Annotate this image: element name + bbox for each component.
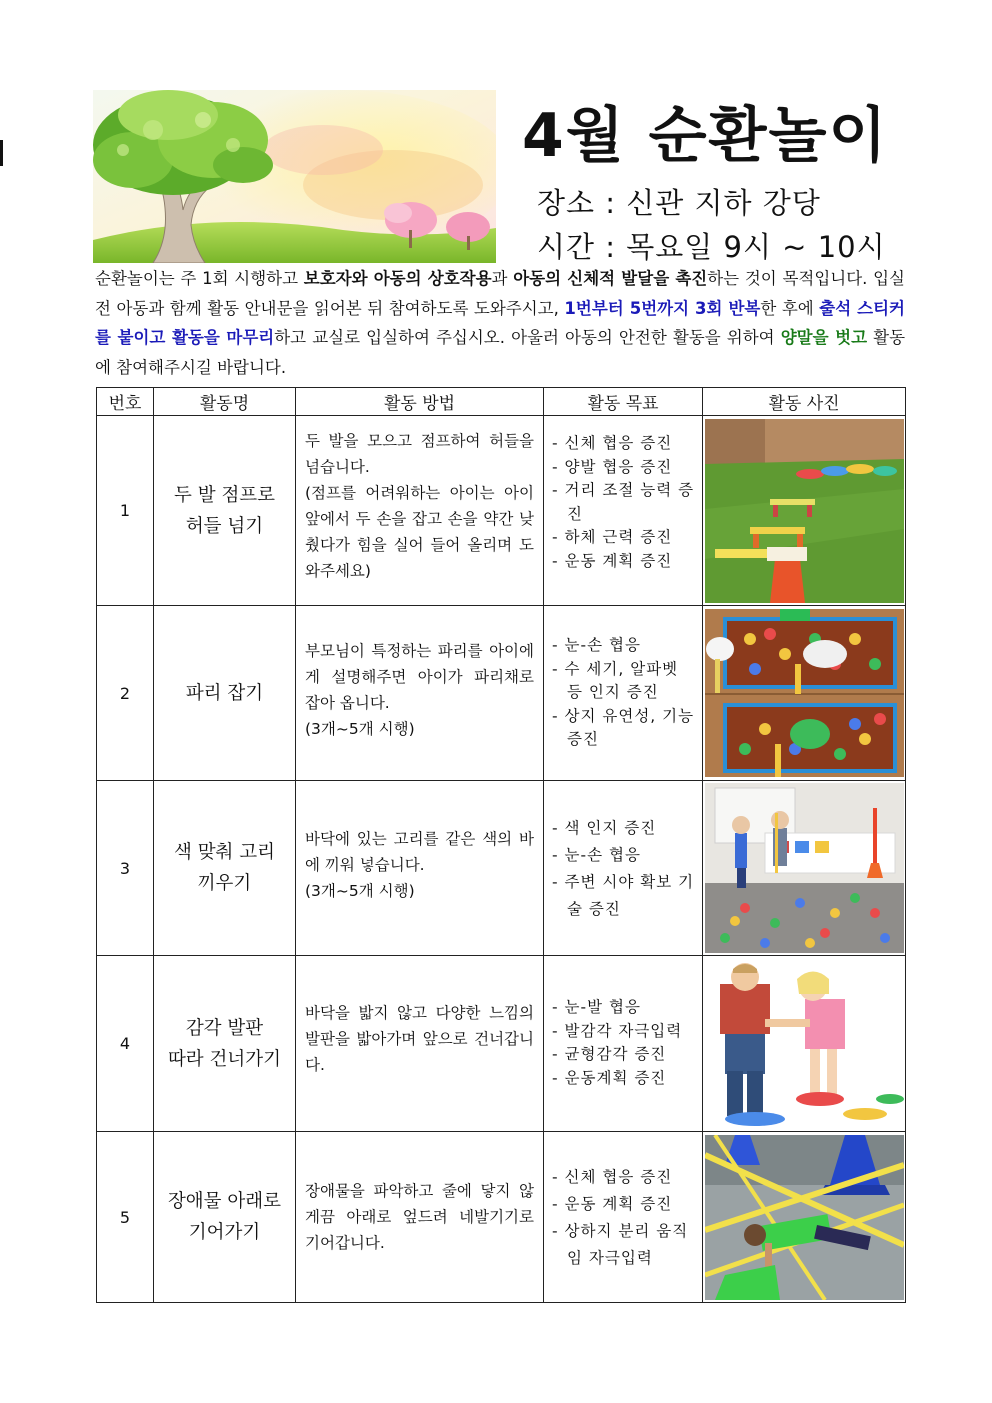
goal-item: - 눈-손 협응: [552, 636, 641, 654]
goal-item: - 상지 유연성, 기능 증진: [552, 706, 695, 748]
intro-paragraph: [95, 264, 905, 382]
intro-text: 순환놀이는 주 1회 시행하고: [95, 269, 304, 288]
method-text: 장애물을 파악하고 줄에 닿지 않게끔 아래로 엎드려 네발기기로 기어갑니다.: [305, 1182, 534, 1252]
goal-item: - 눈-손 협응: [552, 846, 641, 864]
goal-item: - 눈-발 협응: [552, 998, 641, 1016]
method-text: 부모님이 특정하는 파리를 아이에게 설명해주면 아이가 파리채로 잡아 옵니다.: [305, 642, 534, 712]
method-text: 두 발을 모으고 점프하여 허들을 넘습니다.: [305, 432, 534, 476]
time-info: 시간 : 목요일 9시 ~ 10시: [537, 230, 886, 264]
goal-item: - 하체 근력 증진: [552, 528, 673, 546]
intro-highlight-blue: 1번부터 5번까지 3회 반복: [564, 298, 761, 318]
activity-name-line: 감각 발판: [185, 1017, 264, 1039]
goal-item: - 상하지 분리 움직임 자극입력: [552, 1222, 689, 1267]
goal-item: - 신체 협응 증진: [552, 1168, 673, 1186]
activity-photo: [703, 416, 906, 606]
activity-goals: [544, 956, 703, 1132]
sensory-path-photo: [705, 959, 904, 1129]
activity-name: [154, 606, 296, 781]
goal-item: - 균형감각 증진: [552, 1045, 667, 1063]
goal-item: - 수 세기, 알파벳 등 인지 증진: [552, 659, 679, 701]
header-photo: 활동 사진: [703, 388, 906, 416]
ring-toss-photo: [705, 783, 904, 953]
intro-text: 한 후에: [760, 298, 820, 318]
row-number: 3: [97, 781, 154, 956]
activity-goals: [544, 1132, 703, 1303]
method-note: (3개~5개 시행): [305, 720, 415, 738]
goal-item: - 신체 협응 증진: [552, 434, 673, 452]
intro-text: 활동에 참여해주시길 바랍니다.: [95, 328, 906, 377]
edge-mark: [0, 140, 3, 166]
activity-table: [96, 387, 906, 1303]
header-goals: 활동 목표: [544, 388, 703, 416]
table-row: [97, 606, 906, 781]
goal-item: - 발감각 자극입력: [552, 1021, 683, 1040]
intro-text: 하는 것이 목적입니다. 입실 전 아동과 함께 활동 안내문을 읽어본 뒤 참여하도록 도와주시고,: [95, 269, 905, 318]
activity-method: [296, 781, 544, 956]
table-row: [97, 781, 906, 956]
tree-illustration: [93, 90, 496, 263]
activity-name-line: 장애물 아래로: [167, 1191, 282, 1212]
activity-name: [154, 416, 296, 606]
intro-emphasis: 보호자와 아동의 상호작용: [303, 269, 492, 288]
goal-item: - 색 인지 증진: [552, 819, 657, 837]
goal-item: - 양발 협응 증진: [552, 457, 673, 476]
goal-item: - 운동 계획 증진: [552, 551, 673, 570]
activity-photo: [703, 956, 906, 1132]
activity-photo: [703, 781, 906, 956]
crawling-photo: [705, 1135, 904, 1300]
activity-name-line: 기어가기: [188, 1222, 261, 1243]
activity-method: [296, 416, 544, 606]
activity-goals: [544, 416, 703, 606]
header-activity-name: 활동명: [154, 388, 296, 416]
intro-emphasis: 아동의 신체적 발달을 촉진: [513, 269, 708, 288]
activity-name-line: 색 맞춰 고리: [173, 842, 276, 863]
method-note: (3개~5개 시행): [305, 882, 415, 900]
table-header-row: [97, 388, 906, 416]
activity-method: [296, 956, 544, 1132]
activity-photo: [703, 606, 906, 781]
activity-name-line: 두 발 점프로: [173, 484, 276, 506]
goal-item: - 운동계획 증진: [552, 1068, 667, 1087]
header-method: 활동 방법: [296, 388, 544, 416]
method-note: (점프를 어려워하는 아이는 아이 앞에서 두 손을 잡고 손을 약간 낮췄다가 힘을 실어 들어 올리며 도와주세요): [305, 484, 534, 580]
hurdle-photo: [705, 419, 904, 603]
activity-name-line: 허들 넘기: [185, 515, 264, 537]
place-info: 장소 : 신관 지하 강당: [537, 186, 821, 220]
method-text: 바닥에 있는 고리를 같은 색의 바에 끼워 넣습니다.: [305, 830, 534, 874]
table-row: [97, 416, 906, 606]
activity-name-line: 따라 건너가기: [167, 1048, 282, 1070]
activity-goals: [544, 606, 703, 781]
activity-name: [154, 1132, 296, 1303]
intro-highlight-green: 양말을 벗고: [780, 328, 868, 347]
page-title: 4월 순환놀이: [522, 101, 889, 171]
activity-name: [154, 956, 296, 1132]
table-row: [97, 1132, 906, 1303]
activity-photo: [703, 1132, 906, 1303]
activity-name-line: 파리 잡기: [185, 682, 264, 704]
activity-name: [154, 781, 296, 956]
fly-swatter-photo: [705, 609, 904, 777]
row-number: 4: [97, 956, 154, 1132]
table-row: [97, 956, 906, 1132]
goal-item: - 거리 조절 능력 증진: [552, 481, 695, 523]
goal-item: - 주변 시야 확보 기술 증진: [552, 873, 695, 918]
activity-name-line: 끼우기: [197, 873, 252, 894]
activity-method: [296, 1132, 544, 1303]
intro-text: 하고 교실로 입실하여 주십시오. 아울러 아동의 안전한 활동을 위하여: [274, 328, 781, 347]
method-text: 바닥을 밟지 않고 다양한 느낌의 발판을 밟아가며 앞으로 건너갑니다.: [305, 1004, 534, 1074]
row-number: 2: [97, 606, 154, 781]
header-number: 번호: [97, 388, 154, 416]
intro-text: 과: [491, 269, 514, 288]
goal-item: - 운동 계획 증진: [552, 1195, 673, 1213]
intro-highlight-blue: 출석 스티커를 붙이고 활동을 마무리: [95, 298, 905, 347]
activity-goals: [544, 781, 703, 956]
row-number: 5: [97, 1132, 154, 1303]
row-number: 1: [97, 416, 154, 606]
activity-method: [296, 606, 544, 781]
